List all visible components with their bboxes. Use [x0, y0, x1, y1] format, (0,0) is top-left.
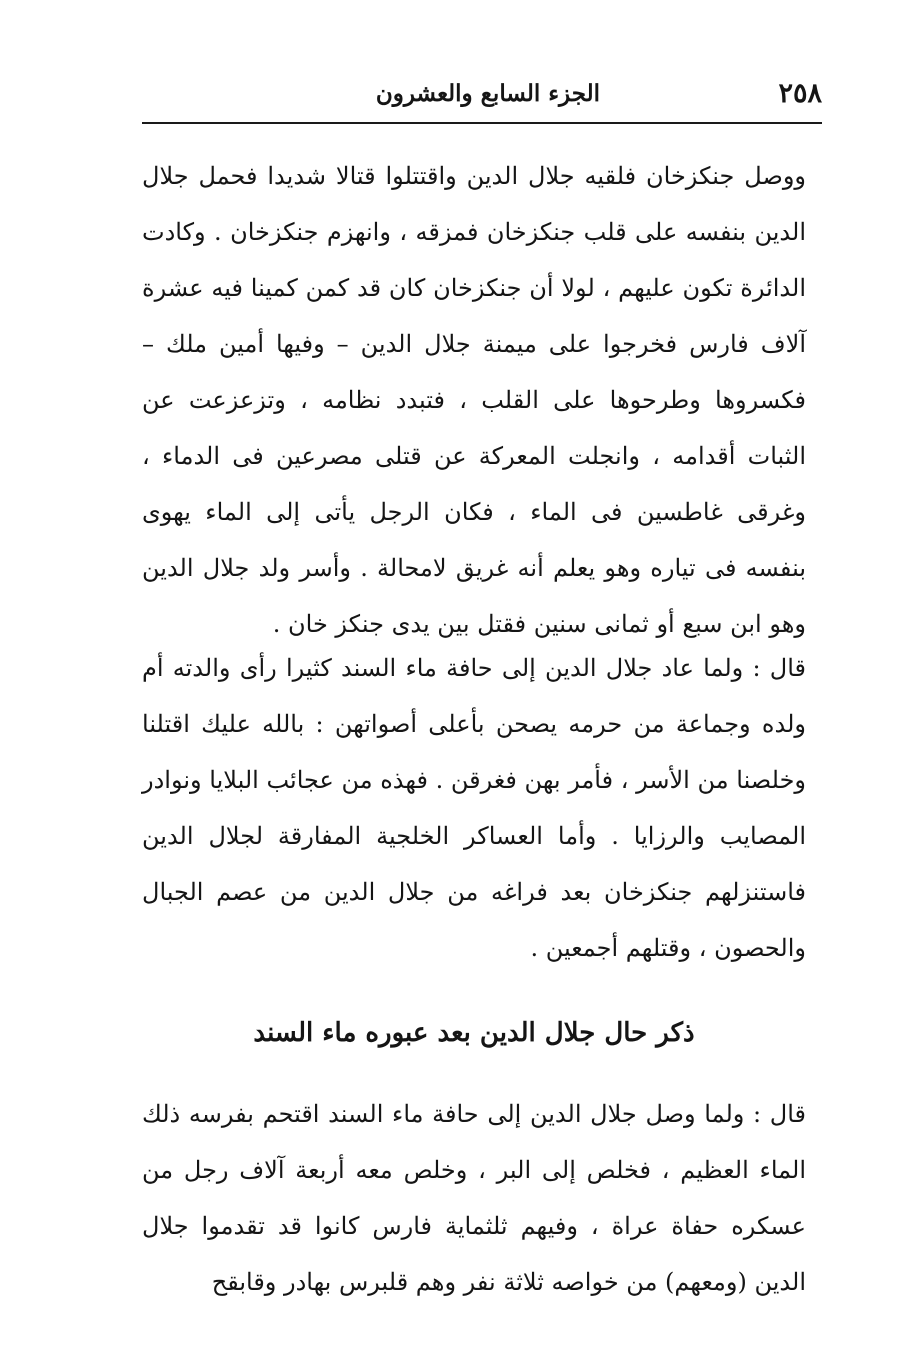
- paragraph-3: قال : ولما وصل جلال الدين إلى حافة ماء السند اقتحم بفرسه ذلك الماء العظيم ، فخلص إلى البر ، وخلص معه أربعة آلاف رجل من عسكره حفاة عراة ، وفيهم ثلثماية فارس كانوا قد تقدموا جلال الدين (ومعهم) من خواصه ثلاثة نفر وهم قلبرس بهادر وقابقح: [142, 1100, 806, 1296]
- page-number: ٢٥٨: [778, 78, 822, 109]
- section-heading: ذكر حال جلال الدين بعد عبوره ماء السند: [253, 1018, 695, 1048]
- running-title: الجزء السابع والعشرون: [375, 80, 600, 107]
- running-header: [142, 74, 822, 118]
- paragraph-2: قال : ولما عاد جلال الدين إلى حافة ماء السند كثيرا رأى والدته أم ولده وجماعة من حرمه يصحن بأعلى أصواتهن : بالله عليك اقتلنا وخلصنا من الأسر ، فأمر بهن فغرقن . فهذه من عجائب البلايا ونوادر المصايب والرزايا . وأما العساكر الخلجية المفارقة لجلال الدين فاستنزلهم جنكزخان بعد فراغه من جلال الدين من عصم الجبال والحصون ، وقتلهم أجمعين .: [142, 654, 806, 962]
- header-divider: [142, 122, 822, 124]
- paragraph-1: ووصل جنكزخان فلقيه جلال الدين واقتتلوا قتالا شديدا فحمل جلال الدين بنفسه على قلب جنكزخان فمزقه ، وانهزم جنكزخان . وكادت الدائرة تكون عليهم ، لولا أن جنكزخان كان قد كمن كمينا فيه عشرة آلاف فارس فخرجوا على ميمنة جلال الدين – وفيها أمين ملك – فكسروها وطرحوها على القلب ، فتبدد نظامه ، وتزعزعت عن الثبات أقدامه ، وانجلت المعركة عن قتلى مصرعين فى الدماء ، وغرقى غاطسين فى الماء ، فكان الرجل يأتى إلى الماء يهوى بنفسه فى تياره وهو يعلم أنه غريق لامحالة . وأسر ولد جلال الدين وهو ابن سبع أو ثمانى سنين فقتل بين يدى جنكز خان .: [142, 162, 806, 638]
